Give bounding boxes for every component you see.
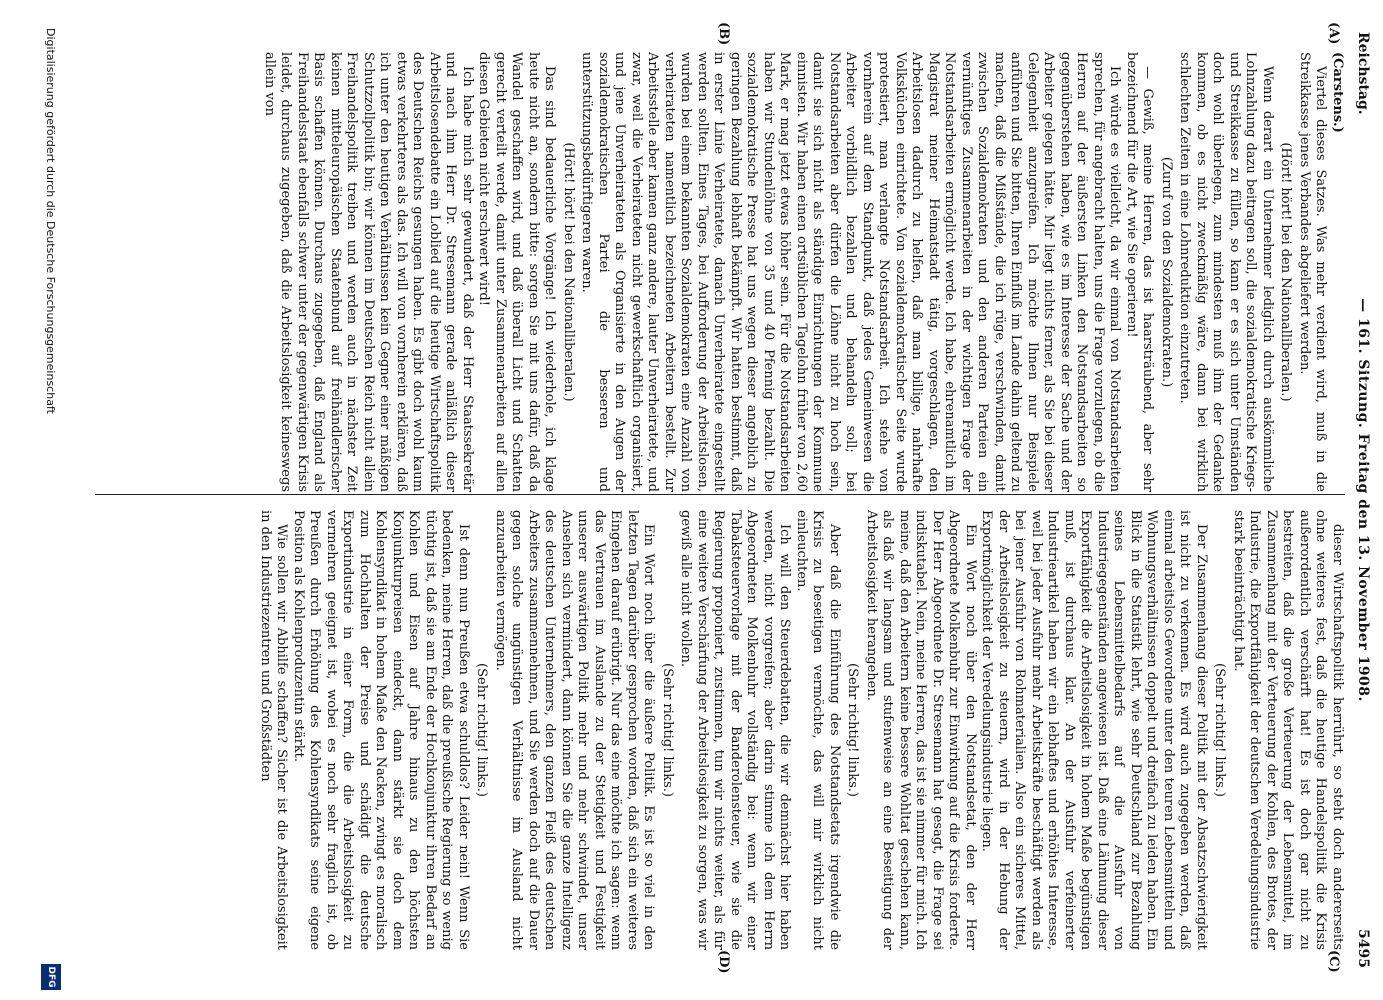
paragraph: Ein Wort noch über die äußere Politik. Es ist so viel in den letzten Tagen darüber gesprochen worden, daß sich ein weiteres Eingehen darauf erübrigt. Nur das eine möchte ich sagen: wenn das Vertrauen im Auslande zu der Stetigkeit und Festigkeit unserer auswärtigen Politik mehr und mehr schwindet, unser Ansehen sich vermindert, dann können Sie die ganze Intelligenz des deutschen Unternehmers, den ganzen Fleiß des deutschen Arbeiters zusammennehmen, und Sie werden doch auf die Dauer gegen solche ungünstigen Verhältnisse im Ausland nicht anzuarbeiten vermögen. bbox=[493, 510, 657, 950]
paragraph: Das sind bedauerliche Vorgänge! Ich wiederhole, ich klage heute nicht an, sondern bitte: sorgen Sie mit uns dafür, daß da Wandel geschaffen wird, und daß überall Licht und Schatten gerecht verteilt werde, damit unter Zusammenarbeiten auf allen diesen Gebieten nicht erschwert wird! bbox=[476, 52, 558, 492]
paragraph: Ein Wort noch über den Notstandsetat, den der Herr Abgeordnete Molkenbuhr zur Einwirkung auf die Krisis forderte. Der Herr Abgeordnete Dr. Stresemann hat gesagt, die Frage sei indiskutabel. Nein, meine Herren, das ist sie nimmer für mich. Ich meine, daß den Arbeitern keine bessere Wohltat geschehen kann, als daß wir langsam und stufenweise an eine Beseitigung der Arbeitslosigkeit herangehen. bbox=[864, 510, 978, 950]
marker-a: (A) bbox=[1326, 22, 1341, 45]
interjection: (Hört! hört! bei den Nationalliberalen.) bbox=[561, 142, 576, 402]
interjection: (Sehr richtig! links.) bbox=[845, 663, 861, 797]
header-left: Reichstag. bbox=[1355, 32, 1371, 115]
page-header bbox=[1351, 22, 1371, 978]
paragraph: Wie sollen wir Abhilfe schaffen? Sicher ist die Arbeitslosigkeit in den Industriezentren und Großstädten bbox=[258, 510, 290, 950]
interjection: (Sehr richtig! links.) bbox=[1212, 663, 1228, 797]
left-column bbox=[85, 52, 1345, 492]
paragraph: Ich will den Steuerdebatten, die wir demnächst hier haben werden, nicht vorgreifen; aber darin stimme ich dem Herrn Abgeordneten Molkenbuhr vollständig bei: wenn wir einer Tabaksteuervorlage mit der Banderolensteuer, wie sie die Regierung proponiert, zustimmen, tun wir nichts weiter, als für eine weitere Verschärfung der Arbeitslosigkeit zu sorgen, was wir gewiß alle nicht wollen. bbox=[678, 510, 793, 950]
credit-text: Digitalisierung gefördert durch die Deutsche Forschungsgemeinschaft bbox=[44, 28, 57, 414]
paragraph: Ist denn nun Preußen etwa schuldlos? Leider nein! Wenn Sie bedenken, meine Herren, daß die preußische Regierung so wenig tüchtig ist, daß sie am Ende der Hochkonjunktur ihren Bedarf an Kohlen und Eisen auf Jahre hinaus zu den höchsten Konjunkturpreisen eindeckt, dann stärkt sie doch dem Kohlensyndikat in hohem Maße den Nacken, zwingt es moralisch zum Hochhalten der Preise und schädigt die deutsche Exportindustrie in einer Form, die die Arbeitslosigkeit zu vermehren geeignet ist, wobei es noch sehr fraglich ist, ob Preußen durch Erhöhung des Kohlensyndikats seine eigene Position als Kohlenproduzentin stärkt. bbox=[291, 510, 471, 950]
marker-d: (D) bbox=[716, 950, 731, 974]
marker-b: (B) bbox=[716, 22, 731, 46]
interjection: (Sehr richtig! links.) bbox=[474, 663, 490, 797]
interjection: (Sehr richtig! links.) bbox=[660, 663, 675, 797]
digitization-credit-bar bbox=[5, 0, 65, 1000]
paragraph: Ich würde es vielleicht, da wir einmal von Notstandsarbeiten sprechen, für angebracht halten, uns die Frage vorzulegen, ob die Herren auf der äußersten Linken den Notstandsarbeiten so gegenüberstehen haben, wie es im Interesse der Sache und der Arbeiter gelegen hätte. Mir liegt nichts ferner, als Sie bei dieser Gelegenheit anzugreifen. Ich möchte Ihnen nur Beispiele anführen und Sie bitten, Ihren Einfluß im Lande dahin geltend zu machen, daß die Mißstände, die ich rüge, verschwinden, damit zwischen Sozialdemokraten und den anderen Parteien ein vernünftiges Zusammenarbeiten in der wichtigen Frage der Notstandsarbeiten ermöglicht werde. Ich habe, ehrenamtlich im Magistrat meiner Heimatstadt tätig, vorgeschlagen, den Arbeitslosen dadurch zu helfen, daß man billige, nahrhafte Volksküchen einrichtete. Von sozialdemokratischer Seite wurde protestiert, man verlangte Notstandsarbeit. Ich stehe von vornherein auf dem Standpunkt, daß jedes Gemeinwesen die Arbeiter vorbildlich bezahlen und behandeln soll; bei Notstandsarbeiten aber dürfen die Löhne nicht zu hoch sein, damit sie sich nicht als ständige Einrichtungen der Kommune einnisten. Wir haben einen ortsüblichen Tagelohn früher von 2,60 Mark, er mag jetzt etwas höher sein. Für die Notstandsarbeiten haben wir Stundenlöhne von 35 und 40 Pfennig bezahlt. Die sozialdemokratische Presse hat uns wegen dieser angeblich zu geringen Bezahlung lebhaft bekämpft. Wir hatten bestimmt, daß in erster Linie Verheiratete, danach Unverheiratete eingestellt werden sollten. Eines Tages, bei Aufforderung der Arbeitslosen, wurden bei einem bekannten Sozialdemokraten eine Anzahl von verheirateten namentlich bezeichneten Arbeitern bestellt. Zur Arbeitsstelle aber kamen ganz andere, lauter Unverheiratete, und zwar, weil die Verheirateten nicht gewerkschaftlich organisiert, und jene Unverheirateten als Organisierte in den Augen der sozialdemokratischen Partei die besseren und unterstützungsbedürftigeren waren. bbox=[579, 52, 1123, 492]
header-title: — 161. Sitzung. Freitag den 13. November 1908. bbox=[1355, 298, 1371, 702]
dfg-logo: DFG bbox=[41, 964, 61, 990]
marker-c: (C) bbox=[1326, 950, 1341, 973]
paragraph: dieser Wirtschaftspolitik herrührt, so steht doch andererseits ohne weiteres fest, daß die heutige Handelspolitik die Krisis außerordentlich verschärft hat! Es ist doch gar nicht zu bestreiten, daß die große Verteuerung der Lebensmittel, im Zusammenhang mit der Verteuerung der Kohlen, des Brotes, der Industrie, die Exportfähigkeit der deutschen Veredelungsindustrie stark beeinträchtigt hat. bbox=[1231, 510, 1345, 950]
speaker-name: (Carstens.) bbox=[1330, 52, 1345, 133]
document-page bbox=[76, 22, 1371, 978]
paragraph: Der Zusammenhang dieser Politik mit der Absatzschwierigkeit ist nicht zu verkennen. Es wird auch zugegeben werden, daß einmal arbeitslos Gewordene unter den teuren Lebensmitteln und Wohnungsverhältnissen doppelt und dreifach zu leiden haben. Ein Blick in die Statistik lehrt, wie sehr Deutschland zur Bezahlung seines Lebensmittelbedarfs auf die Ausfuhr von Industriegegenständen angewiesen ist. Daß eine Lähmung dieser Exportfähigkeit die Arbeitslosigkeit in hohem Maße begünstigen muß, ist durchaus klar. An der Ausfuhr verfeinerter Industrieartikel haben wir ein lebhaftes und erhöhtes Interesse, weil bei jeder Ausfuhr mehr Arbeitskräfte beschäftigt werden als bei jener Ausfuhr von Rohmaterialien. Also ein sicheres Mittel, der Arbeitslosigkeit zu steuern, wird in der Hebung der Exportmöglichkeit der Veredelungsindustrie liegen. bbox=[979, 510, 1209, 950]
paragraph: Ich habe mich sehr gewundert, daß der Herr Staatssekretär und nach ihm Herr Dr. Stresemann gerade anläßlich dieser Arbeitslosendebatte ein Loblied auf die heutige Wirtschaftspolitik des Deutschen Reichs gesungen haben. Es gibt doch wohl kaum etwas verkehrteres als das. Ich will von vornherein erklären, daß ich unter den heutigen Verhältnissen kein Gegner einer mäßigen Schutzzollpolitik bin; wir können im Deutschen Reich nicht allein Freihandelspolitik treiben und werden auch in nächster Zeit keinen mitteleuropäischen Staatenbund auf freihändlerischer Basis schaffen können. Durchaus zugegeben, daß England als Freihandelsstaat ebenfalls schwer unter der gegenwärtigen Krisis leidet, durchaus zugegeben, daß die Arbeitslosigkeit keineswegs allein von bbox=[262, 52, 475, 492]
paragraph: Aber daß die Einführung des Notstandsetats irgendwie die Krisis zu beseitigen vermöchte, das will mir wirklich nicht einleuchten. bbox=[794, 510, 842, 950]
interjection: (Hört! hört! bei den Nationalliberalen.) bbox=[1278, 142, 1294, 402]
paragraph: — Gewiß, meine Herren, das ist haarsträubend, aber sehr bezeichnend für die Art, wie Sie operieren! bbox=[1124, 52, 1156, 492]
column-divider bbox=[95, 494, 1345, 495]
paragraph: Viertel dieses Satzes. Was mehr verdient wird, muß in die Streikkasse jenes Verbandes abgeliefert werden. bbox=[1297, 52, 1329, 492]
interjection: (Zuruf von den Sozialdemokraten.) bbox=[1159, 156, 1174, 388]
right-column bbox=[85, 510, 1345, 950]
page-number: 5495 bbox=[1355, 929, 1371, 968]
paragraph: Wenn derart ein Unternehmer lediglich durch auskömmliche Lohnzahlung dazu beitragen soll, die sozialdemokratische Kriegs- und Streikkasse zu füllen, so kann er es sich unter Umständen doch wohl überlegen, zum mindesten muß ihm der Gedanke kommen, ob es nicht zweckmäßig wäre, dann bei wirklich schlechten Zeiten in eine Lohnreduktion einzutreten. bbox=[1177, 52, 1275, 492]
